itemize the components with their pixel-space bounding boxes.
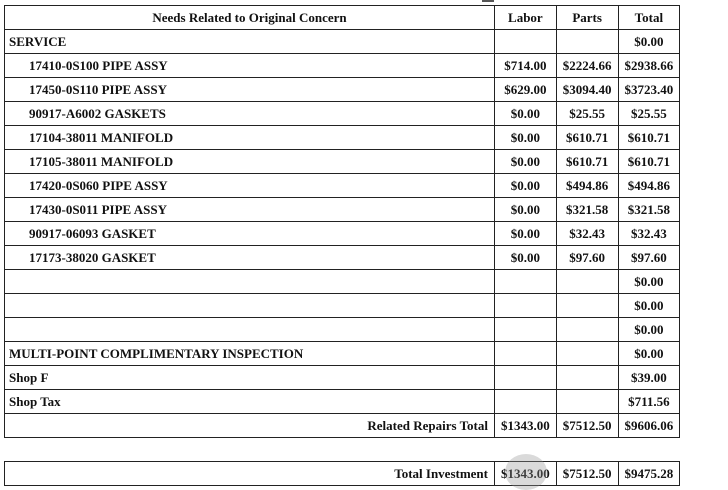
line-item-description: 17173-38020 GASKET <box>5 246 495 270</box>
line-item-parts: $25.55 <box>556 102 618 126</box>
line-item-row <box>5 222 680 246</box>
line-item-row <box>5 318 680 342</box>
line-item-labor <box>495 342 557 366</box>
line-item-total: $0.00 <box>618 294 680 318</box>
related-total-row <box>5 414 680 438</box>
line-item-labor: $0.00 <box>495 174 557 198</box>
line-item-total: $39.00 <box>618 366 680 390</box>
parts-header: Parts <box>556 6 618 30</box>
total-investment-total: $9475.28 <box>618 462 680 486</box>
line-item-total: $97.60 <box>618 246 680 270</box>
line-item-description <box>5 294 495 318</box>
line-item-labor: $629.00 <box>495 78 557 102</box>
line-item-parts <box>556 342 618 366</box>
line-item-parts <box>556 270 618 294</box>
line-item-total: $25.55 <box>618 102 680 126</box>
line-item-parts: $610.71 <box>556 126 618 150</box>
labor-header: Labor <box>495 6 557 30</box>
description-header: Needs Related to Original Concern <box>5 6 495 30</box>
line-item-labor <box>495 366 557 390</box>
line-item-parts: $494.86 <box>556 174 618 198</box>
line-item-total: $610.71 <box>618 126 680 150</box>
line-item-row <box>5 294 680 318</box>
line-item-description: 17410-0S100 PIPE ASSY <box>5 54 495 78</box>
line-item-description: 17105-38011 MANIFOLD <box>5 150 495 174</box>
line-item-labor <box>495 318 557 342</box>
line-item-parts: $610.71 <box>556 150 618 174</box>
line-item-labor: $0.00 <box>495 198 557 222</box>
line-item-row <box>5 30 680 54</box>
line-item-parts <box>556 294 618 318</box>
line-item-parts <box>556 390 618 414</box>
mouse-cursor-highlight <box>505 454 547 490</box>
header-row <box>5 6 680 30</box>
line-item-row <box>5 102 680 126</box>
line-item-row <box>5 54 680 78</box>
line-item-description <box>5 270 495 294</box>
line-item-description: 17450-0S110 PIPE ASSY <box>5 78 495 102</box>
line-item-labor <box>495 270 557 294</box>
related-total-label: Related Repairs Total <box>5 414 495 438</box>
line-item-row <box>5 270 680 294</box>
line-item-row <box>5 78 680 102</box>
line-item-labor <box>495 390 557 414</box>
line-item-parts: $32.43 <box>556 222 618 246</box>
line-item-row <box>5 366 680 390</box>
line-item-total: $0.00 <box>618 342 680 366</box>
line-item-labor: $0.00 <box>495 150 557 174</box>
line-item-total: $32.43 <box>618 222 680 246</box>
line-item-total: $321.58 <box>618 198 680 222</box>
line-item-total: $494.86 <box>618 174 680 198</box>
line-item-description <box>5 318 495 342</box>
line-item-description: 17430-0S011 PIPE ASSY <box>5 198 495 222</box>
line-items <box>5 30 680 414</box>
line-item-parts <box>556 318 618 342</box>
line-item-description: 17104-38011 MANIFOLD <box>5 126 495 150</box>
total-investment-parts: $7512.50 <box>556 462 618 486</box>
line-item-labor <box>495 30 557 54</box>
total-header: Total <box>618 6 680 30</box>
line-item-description: 90917-06093 GASKET <box>5 222 495 246</box>
line-item-labor: $0.00 <box>495 246 557 270</box>
line-item-labor: $0.00 <box>495 102 557 126</box>
related-total-labor: $1343.00 <box>495 414 557 438</box>
line-item-description: Shop Tax <box>5 390 495 414</box>
line-item-row <box>5 246 680 270</box>
line-item-parts: $2224.66 <box>556 54 618 78</box>
line-item-parts: $3094.40 <box>556 78 618 102</box>
line-item-total: $0.00 <box>618 318 680 342</box>
line-item-total: $711.56 <box>618 390 680 414</box>
line-item-labor: $714.00 <box>495 54 557 78</box>
line-item-labor: $0.00 <box>495 126 557 150</box>
line-item-description: 90917-A6002 GASKETS <box>5 102 495 126</box>
total-investment-row <box>5 462 680 486</box>
line-item-description: SERVICE <box>5 30 495 54</box>
line-item-row <box>5 390 680 414</box>
line-item-parts: $97.60 <box>556 246 618 270</box>
line-item-row <box>5 150 680 174</box>
total-investment-label: Total Investment <box>5 462 495 486</box>
line-item-total: $610.71 <box>618 150 680 174</box>
line-item-total: $3723.40 <box>618 78 680 102</box>
page-edge-mark <box>482 0 494 2</box>
line-item-row <box>5 342 680 366</box>
line-item-labor <box>495 294 557 318</box>
line-item-total: $0.00 <box>618 30 680 54</box>
line-item-parts: $321.58 <box>556 198 618 222</box>
line-item-total: $2938.66 <box>618 54 680 78</box>
line-item-description: 17420-0S060 PIPE ASSY <box>5 174 495 198</box>
line-item-parts <box>556 30 618 54</box>
line-item-row <box>5 198 680 222</box>
line-item-row <box>5 126 680 150</box>
line-item-labor: $0.00 <box>495 222 557 246</box>
line-item-row <box>5 174 680 198</box>
line-item-description: Shop F <box>5 366 495 390</box>
related-total-total: $9606.06 <box>618 414 680 438</box>
total-investment-table <box>4 461 680 486</box>
related-total-parts: $7512.50 <box>556 414 618 438</box>
line-item-description: MULTI-POINT COMPLIMENTARY INSPECTION <box>5 342 495 366</box>
repair-estimate-table <box>4 5 680 438</box>
line-item-parts <box>556 366 618 390</box>
line-item-total: $0.00 <box>618 270 680 294</box>
total-investment-labor: $1343.00 <box>495 462 557 486</box>
